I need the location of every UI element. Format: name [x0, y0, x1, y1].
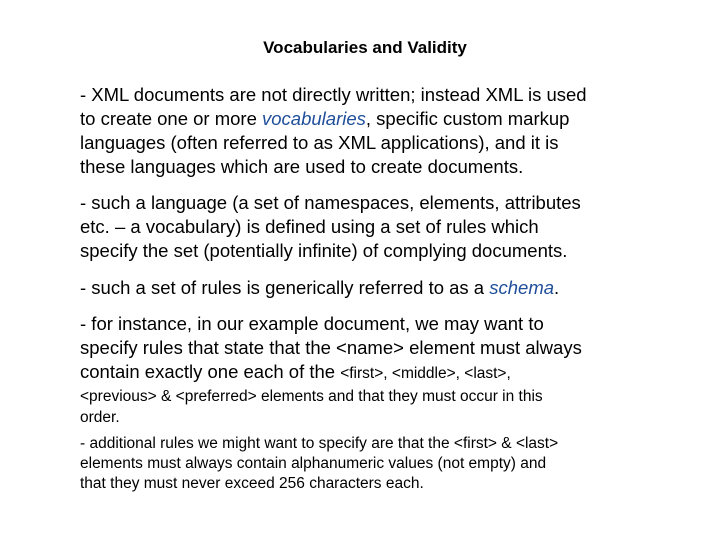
slide-title: Vocabularies and Validity	[263, 38, 467, 57]
text-line: - such a language (a set of namespaces, elements, attributes	[80, 192, 581, 213]
paragraph-schema	[80, 276, 660, 300]
text-line	[80, 107, 660, 131]
term-schema: schema	[489, 277, 555, 298]
text-line: elements must always contain alphanumeric values (not empty) and	[80, 455, 547, 472]
text-fragment: to create one or more	[80, 108, 263, 129]
text-line: specify the set (potentially infinite) of complying documents.	[80, 240, 568, 261]
text-line: <previous> & <preferred> elements and that they must occur in this	[80, 388, 543, 405]
text-line	[80, 360, 660, 386]
text-fragment-small: <first>, <middle>, <last>,	[340, 365, 511, 382]
paragraph-example-rules	[80, 312, 660, 428]
text-line: order.	[80, 409, 120, 426]
text-line: specify rules that state that the <name> element must always	[80, 337, 582, 358]
text-fragment: , specific custom markup	[365, 108, 570, 129]
text-line: - additional rules we might want to specify are that the <first> & <last>	[80, 435, 559, 452]
text-fragment: contain exactly one each of the	[80, 361, 341, 382]
text-line: languages (often referred to as XML applications), and it is	[80, 132, 559, 153]
text-fragment: .	[554, 277, 560, 298]
text-line: etc. – a vocabulary) is defined using a set of rules which	[80, 216, 539, 237]
text-fragment: - such a set of rules is generically referred to as a	[80, 277, 490, 298]
paragraph-vocabularies	[80, 83, 660, 179]
paragraph-additional-rules	[80, 434, 660, 494]
paragraph-language-rules	[80, 191, 660, 263]
text-line: - XML documents are not directly written; instead XML is used	[80, 84, 587, 105]
text-line: these languages which are used to create documents.	[80, 156, 524, 177]
term-vocabularies: vocabularies	[262, 108, 366, 129]
text-line: that they must never exceed 256 characters each.	[80, 475, 424, 492]
text-line: - for instance, in our example document, we may want to	[80, 313, 544, 334]
text-line	[80, 276, 660, 300]
